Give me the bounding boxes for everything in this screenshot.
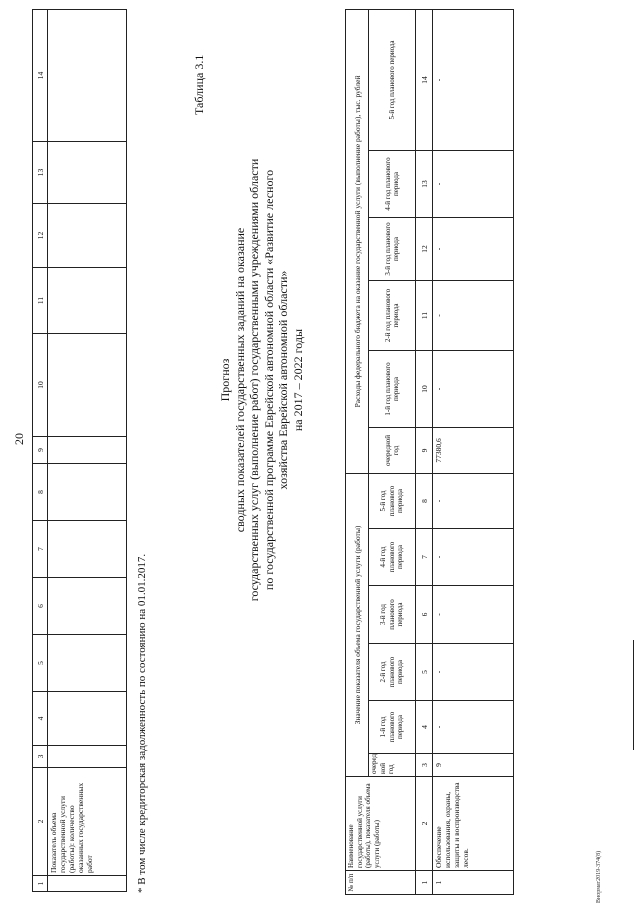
forecast-subheader-row: [369, 9, 416, 894]
top-col-number: 7: [33, 521, 48, 578]
subheader: 1-й год планового периода: [369, 350, 416, 427]
col-number: 1: [416, 871, 433, 895]
row-value: 9: [433, 754, 514, 777]
subheader: очередной год: [369, 427, 416, 473]
top-cell: [48, 204, 127, 268]
col-number: 2: [416, 777, 433, 871]
forecast-data-row: [433, 9, 514, 894]
top-cell: [48, 437, 127, 464]
top-col-number: 5: [33, 635, 48, 692]
header-volume-group: Значение показателя объема государственной услуги (работы): [346, 473, 369, 776]
row-value: -: [433, 473, 514, 528]
top-cell-indicator: Показатель объема государственной услуги (работы): количество оказанных государственных работ: [48, 768, 127, 876]
col-number: 12: [416, 217, 433, 280]
col-number: 5: [416, 644, 433, 701]
document-title: [218, 115, 306, 645]
row-value: -: [433, 586, 514, 644]
header-expense-group: Расходы федерального бюджета на оказание государственной услуги (выполнение работы), тыс. рублей: [346, 9, 369, 473]
row-num: 1: [433, 871, 514, 895]
top-col-number: 13: [33, 142, 48, 204]
top-col-number: 6: [33, 578, 48, 635]
col-number: 11: [416, 280, 433, 350]
top-cell: [48, 464, 127, 521]
row-value: 77380,6: [433, 427, 514, 473]
subheader: 4-й год планового периода: [369, 150, 416, 217]
header-name: Наименование государственной услуги (работы), показателя объема услуги (работы): [346, 777, 416, 871]
row-value: -: [433, 150, 514, 217]
forecast-table: [345, 9, 514, 895]
top-col-number: 11: [33, 268, 48, 334]
subheader: 4-й год планового периода: [369, 529, 416, 586]
top-col-number: 12: [33, 204, 48, 268]
col-number: 10: [416, 350, 433, 427]
col-number: 8: [416, 473, 433, 528]
subheader: 5-й год планового периода: [369, 9, 416, 150]
subheader: 3-й год планового периода: [369, 217, 416, 280]
row-value: -: [433, 217, 514, 280]
top-col-number: 14: [33, 10, 48, 142]
row-value: -: [433, 280, 514, 350]
top-table: [32, 9, 127, 892]
subheader: очеред ной год: [369, 754, 416, 777]
top-table-number-row: [33, 10, 48, 892]
col-number: 6: [416, 586, 433, 644]
row-value: -: [433, 9, 514, 150]
page-number: 20: [12, 433, 26, 445]
col-number: 14: [416, 9, 433, 150]
top-cell: [48, 10, 127, 142]
header-num: № п/п: [346, 871, 416, 895]
top-col-number: 3: [33, 746, 48, 768]
subheader: 3-й год планового периода: [369, 586, 416, 644]
footnote: * В том числе кредиторская задолженность по состоянию на 01.01.2017.: [136, 553, 148, 893]
col-number: 7: [416, 529, 433, 586]
title-line: по государственной программе Еврейской автономной области «Развитие лесного: [261, 169, 276, 591]
subheader: 5-й год планового периода: [369, 473, 416, 528]
top-col-number: 1: [33, 876, 48, 892]
row-name: Обеспечение использования, охраны, защиты и воспроизводства лесов.: [433, 777, 514, 871]
forecast-header-row: [346, 9, 369, 894]
top-cell: [48, 521, 127, 578]
top-col-number: 8: [33, 464, 48, 521]
document-code: Вноpмат2019-374(8): [596, 850, 602, 903]
top-cell: [48, 334, 127, 437]
row-value: -: [433, 644, 514, 701]
top-col-number: 2: [33, 768, 48, 876]
top-cell: [48, 142, 127, 204]
top-cell: [48, 578, 127, 635]
scan-edge-line: [633, 640, 634, 750]
title-line: сводных показателей государственных заданий на оказание: [232, 227, 247, 533]
title-line: государственных услуг (выполнение работ) государственными учреждениями области: [247, 158, 262, 602]
row-value: -: [433, 701, 514, 754]
col-number: 9: [416, 427, 433, 473]
top-cell: [48, 268, 127, 334]
row-value: -: [433, 350, 514, 427]
top-table-data-row: [48, 10, 127, 892]
title-line: хозяйства Еврейской автономной области»: [276, 270, 291, 490]
title-line: на 2017 – 2022 годы: [290, 328, 305, 432]
top-col-number: 9: [33, 437, 48, 464]
top-cell: [48, 635, 127, 692]
col-number: 4: [416, 701, 433, 754]
top-col-number: 10: [33, 334, 48, 437]
col-number: 13: [416, 150, 433, 217]
subheader: 2-й год планового периода: [369, 280, 416, 350]
table-label: Таблица 3.1: [192, 54, 206, 115]
col-number: 3: [416, 754, 433, 777]
top-cell: [48, 692, 127, 746]
title-line: Прогноз: [218, 358, 232, 402]
top-col-number: 4: [33, 692, 48, 746]
forecast-number-row: [416, 9, 433, 894]
subheader: 1-й год планового периода: [369, 701, 416, 754]
row-value: -: [433, 529, 514, 586]
top-cell: [48, 746, 127, 768]
subheader: 2-й год планового периода: [369, 644, 416, 701]
top-cell: [48, 876, 127, 892]
